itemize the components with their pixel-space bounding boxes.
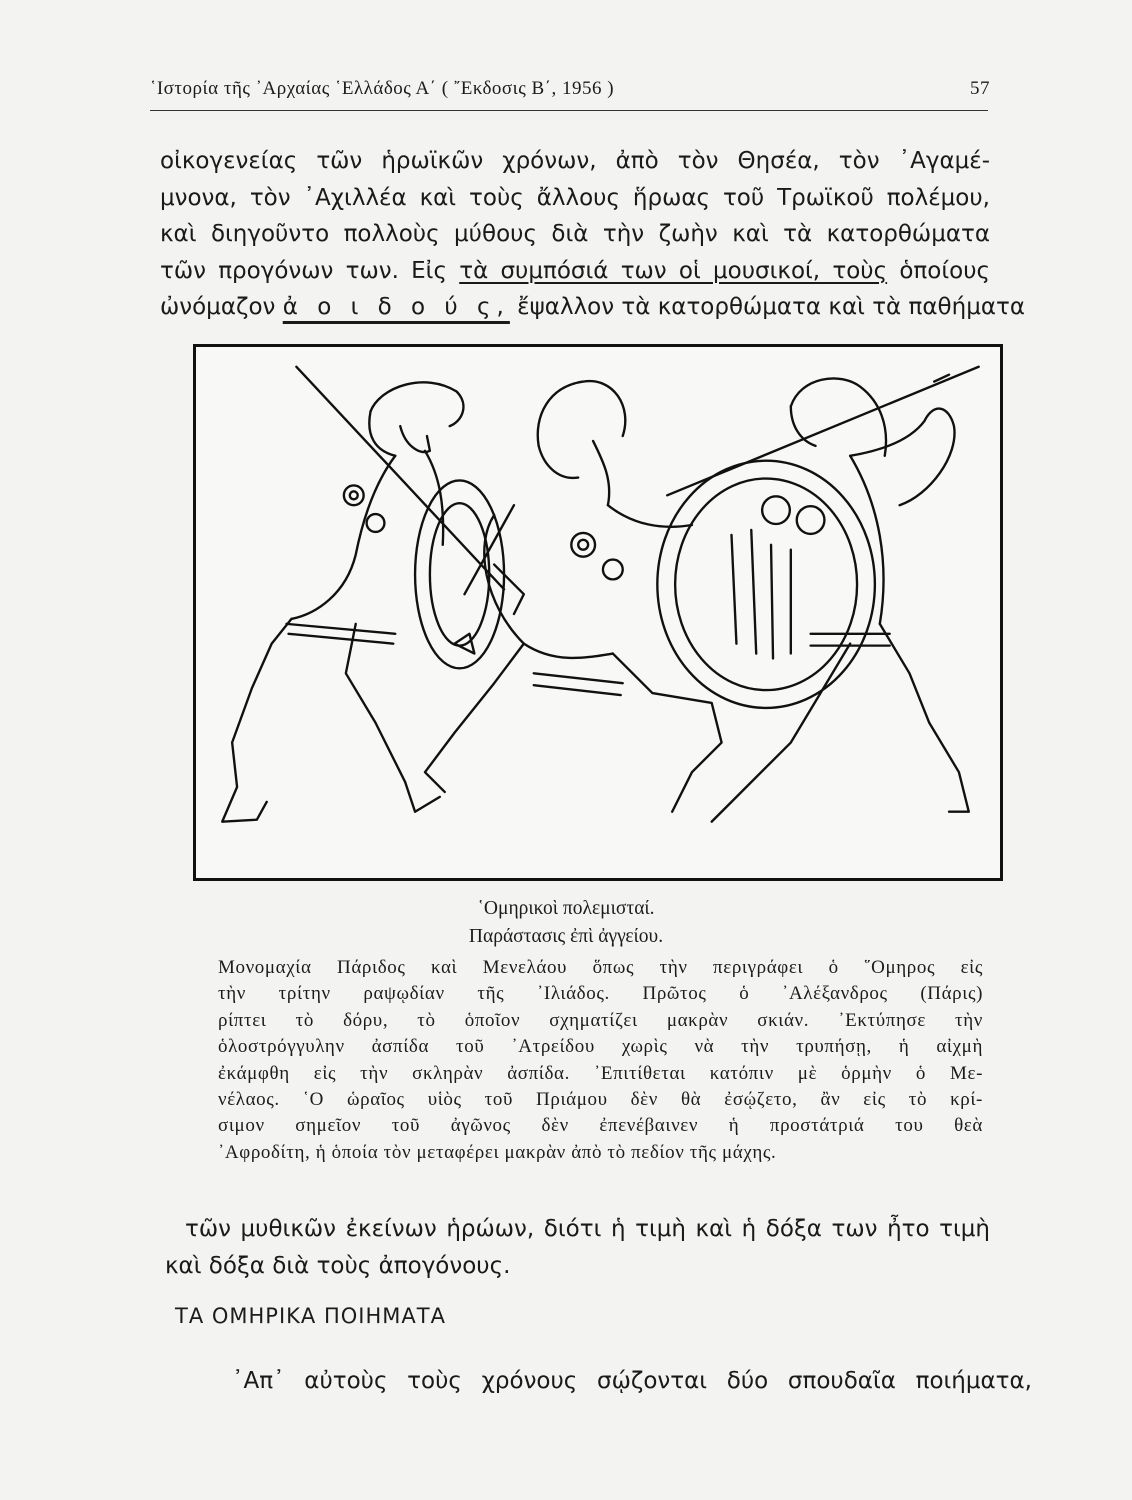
vase-painting-figure: [193, 344, 1003, 881]
warrior-right-drawing: [657, 367, 978, 822]
desc-line: σιμον σημεῖον τοῦ ἀγῶνος δὲν ἐπενέβαινεν ἡ προστάτριά του θεὰ: [218, 1115, 983, 1137]
desc-line: ἐκάμφθη εἰς τὴν σκληρὰν ἀσπίδα. ᾿Επιτίθεται κατόπιν μὲ ὁρμὴν ὁ Με-: [218, 1062, 983, 1084]
intro-paragraph: [160, 143, 1025, 326]
section-title: ΤΑ ΟΜΗΡΙΚΑ ΠΟΙΗΜΑΤΑ: [175, 1304, 446, 1328]
page-number: 57: [970, 78, 990, 99]
text-line: [160, 289, 1025, 326]
text-line: καὶ διηγοῦντο πολλοὺς μύθους διὰ τὴν ζωὴν καὶ τὰ κατορθώματα: [160, 221, 990, 247]
continuation-paragraph: [165, 1211, 990, 1284]
desc-line: τὴν τρίτην ραψῳδίαν τῆς ᾿Ιλιάδος. Πρῶτος ὁ ᾿Αλέξανδρος (Πάρις): [218, 983, 983, 1005]
text-line: καὶ δόξα διὰ τοὺς ἀπογόνους.: [165, 1252, 511, 1279]
figure-description: [218, 955, 983, 1166]
desc-line: ὁλοστρόγγυλην ἀσπίδα τοῦ ᾿Ατρείδου χωρὶς νὰ τὴν τρυπήσῃ, ἡ αἰχμὴ: [218, 1036, 983, 1058]
line4-before: τῶν προγόνων των. Εἰς: [160, 257, 460, 284]
desc-line: ᾿Αφροδίτη, ἡ ὁποία τὸν μεταφέρει μακρὰν ἀπὸ τὸ πεδίον τῆς μάχης.: [218, 1141, 777, 1163]
homeric-warriors-illustration: [196, 347, 1000, 878]
desc-line: νέλαος. ῾Ο ὡραῖος υἱὸς τοῦ Πριάμου δὲν θὰ ἐσῴζετο, ἂν εἰς τὸ κρί-: [218, 1089, 983, 1111]
aoidous-term: ἀ ο ι δ ο ύ ς,: [282, 294, 510, 320]
header-rule: [150, 110, 988, 111]
text-line: [160, 253, 990, 290]
header-title: ῾Ιστορία τῆς ᾿Αρχαίας ῾Ελλάδος Α΄ ( ῎Εκδοσις Β΄, 1956 ): [150, 78, 615, 99]
desc-line: ρίπτει τὸ δόρυ, τὸ ὁποῖον σχηματίζει μακρὰν σκιάν. ᾿Εκτύπησε τὴν: [218, 1009, 983, 1031]
desc-line: Μονομαχία Πάριδος καὶ Μενελάου ὅπως τὴν περιγράφει ὁ ῞Ομηρος εἰς: [218, 957, 983, 978]
section-first-line: [232, 1363, 1032, 1400]
warrior-center-drawing: [425, 381, 722, 812]
text-line: οἰκογενείας τῶν ἡρωϊκῶν χρόνων, ἀπὸ τὸν Θησέα, τὸν ᾿Αγαμέ-: [160, 148, 990, 174]
line4-after: ὁποίους: [887, 257, 991, 284]
figure-caption-2: Παράστασις ἐπὶ ἀγγείου.: [468, 926, 664, 947]
line5-after: ἔψαλλον τὰ κατορθώματα καὶ τὰ παθήματα: [509, 294, 1025, 320]
line5-before: ὠνόμαζον: [160, 294, 283, 320]
text-line: μνονα, τὸν ᾿Αχιλλέα καὶ τοὺς ἄλλους ἥρωας τοῦ Τρωϊκοῦ πολέμου,: [160, 184, 990, 211]
running-header: [150, 78, 990, 108]
figure-caption-1: ῾Ομηρικοὶ πολεμισταί.: [477, 898, 655, 919]
warrior-left-drawing: [222, 367, 504, 822]
text-line: τῶν μυθικῶν ἐκείνων ἡρώων, διότι ἡ τιμὴ καὶ ἡ δόξα των ἦτο τιμὴ: [185, 1216, 990, 1242]
underlined-phrase: τὰ συμπόσιά των οἱ μουσικοί, τοὺς: [459, 257, 888, 284]
text-line: ᾿Απ᾿ αὐτοὺς τοὺς χρόνους σῴζονται δύο σπουδαῖα ποιήματα,: [232, 1368, 1032, 1394]
